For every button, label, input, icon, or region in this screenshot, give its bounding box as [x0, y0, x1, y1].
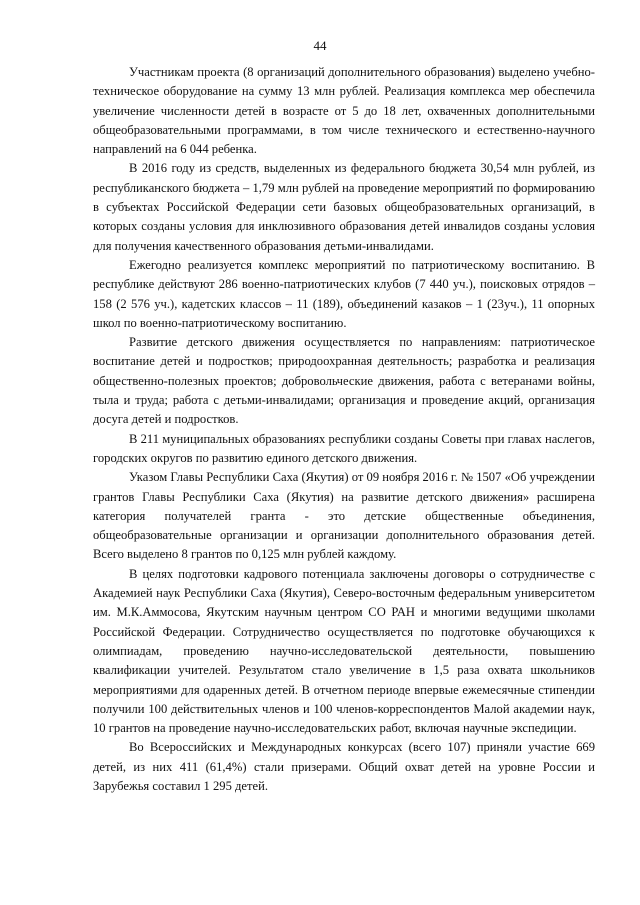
paragraph-patriotic-education: Ежегодно реализуется комплекс мероприятий по патриотическому воспитанию. В республике действуют 286 военно-патриотических клубов (7 440 уч.), поисковых отрядов – 158 (2 576 уч.), кадетских классов – 11 (189), объединений казаков – 1 (23уч.), 11 опорных школ по военно-патриотическому воспитанию.	[93, 257, 595, 330]
paragraph-children-movement: Развитие детского движения осуществляется по направлениям: патриотическое воспитание детей и подростков; природоохранная деятельность; разработка и реализация общественно-полезных проектов; добровольческие движения, работа с ветеранами войны, тыла и труда; работа с детьми-инвалидами; организация и проведение акций, организация досуга детей и подростков.	[93, 335, 595, 427]
paragraph-inclusive-education: В 2016 году из средств, выделенных из федерального бюджета 30,54 млн рублей, из республиканского бюджета – 1,79 млн рублей на проведение мероприятий по формированию в субъектах Российской Федерации сети базовых общеобразовательных организаций, в которых созданы условия для инклюзивного образования детей инвалидов созданы условия для получения качественного образования детьми-инвалидами.	[93, 161, 595, 253]
document-body	[93, 63, 595, 796]
paragraph-project-equipment: Участникам проекта (8 организаций дополнительного образования) выделено учебно-техническое оборудование на сумму 13 млн рублей. Реализация комплекса мер обеспечила увеличение численности детей в возрасте от 5 до 18 лет, охваченных дополнительными общеобразовательными программами, в том числе технического и естественно-научного направлений на 6 044 ребенка.	[93, 65, 595, 157]
paragraph-grants-decree: Указом Главы Республики Саха (Якутия) от 09 ноября 2016 г. № 1507 «Об учреждении грантов Главы Республики Саха (Якутия) на развитие детского движения» расширена категория получателей гранта - это детские общественные объединения, общеобразовательные организации и организации дополнительного образования детей. Всего выделено 8 грантов по 0,125 млн рублей каждому.	[93, 470, 595, 562]
paragraph-staff-training: В целях подготовки кадрового потенциала заключены договоры о сотрудничестве с Академией наук Республики Саха (Якутия), Северо-восточным федеральным университетом им. М.К.Аммосова, Якутским научным центром СО РАН и многими ведущими школами Российской Федерации. Сотрудничество осуществляется по подготовке обучающихся к олимпиадам, проведению научно-исследовательской деятельности, повышению квалификации учителей. Результатом стало увеличение в 1,5 раза охвата школьников мероприятиями для одаренных детей. В отчетном периоде впервые ежемесячные стипендии получили 100 действительных членов и 100 членов-корреспондентов Малой академии наук, 10 грантов на проведение научно-исследовательских работ, включая научные экспедиции.	[93, 566, 595, 736]
paragraph-municipal-councils: В 211 муниципальных образованиях республики созданы Советы при главах наслегов, городских округов по развитию единого детского движения.	[93, 431, 595, 465]
page-number: 44	[313, 38, 327, 53]
paragraph-contests: Во Всероссийских и Международных конкурсах (всего 107) приняли участие 669 детей, из них 411 (61,4%) стали призерами. Общий охват детей на уровне России и Зарубежья составил 1 295 детей.	[93, 740, 595, 793]
